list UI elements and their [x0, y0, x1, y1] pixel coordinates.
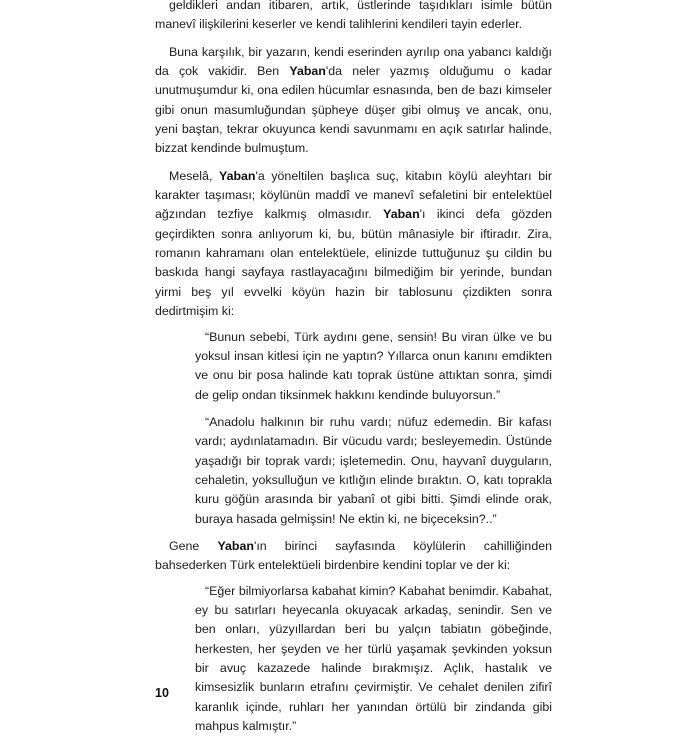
paragraph-text: 'da neler yazmış olduğumu o kadar unutmuşumdur ki, ona edilen hücumlar esnasında, ben de bazı kimseler gibi onun masumluğundan şüpheye düşer gibi olmuş ve ancak, onu, yeni baştan, tekrar okuyunca kendi savunmamı en açık satırlar halinde, bizzat kendinde bulmuştum. — [155, 64, 552, 156]
page-number: 10 — [155, 686, 169, 700]
paragraph-text: 'ın birinci sayfasında köylülerin cahilliğinden bahsederken Türk entelektüeli birdenbire kendini toplar ve der ki: — [155, 538, 552, 573]
paragraph — [155, 537, 552, 576]
paragraph-line: geldikleri andan itibaren, artık, üstlerinde taşıdıkları isimle bütün — [169, 0, 552, 12]
block-quote: “Eğer bilmiyorlarsa kabahat kimin? Kabahat benimdir. Kabahat, ey bu satırları heyecanla okuyacak arkadaş, senindir. Sen ve ben onları, yüzyıllardan beri bu yalçın tabiatın göbeğinde, herkesten, her şeyden ve her türlü yaşamak şevkinden yoksun bir avuç kazazede halinde bırakmışız. Açlık, hastalık ve kimsesizlik bunların etrafını çevirmiştir. Ve cehalet denilen zifirî karanlık içinde, ruhları her yanından örtülü bir zindanda gibi mahpus kalmıştır.” — [195, 583, 552, 734]
block-quote: “Bunun sebebi, Türk aydını gene, sensin! Bu viran ülke ve bu yoksul insan kitlesi için ne yaptın? Yıllarca onun kanını emdikten ve onu bir posa halinde katı toprak üstüne attıktan sonra, şimdi de gelip ondan tiksinmek hakkını kendinde buluyorsun.” — [195, 329, 552, 402]
paragraph-text: 'a yöneltilen başlıca suç, kitabın köylü aleyhtarı bir karakter taşıması; köylünün maddî ve manevî sefaletini bir entelektüel ağzından tezfiye kalkmış olmasıdır. — [155, 168, 552, 222]
paragraph — [155, 43, 552, 159]
block-quote: “Anadolu halkının bir ruhu vardı; nüfuz edemedin. Bir kafası vardı; aydınlatamadın. Bir vücudu vardı; besleyemedin. Üstünde yaşadığı bir toprak vardı; işletemedin. Onu, hayvanî duyguların, cehaletin, yoksulluğun ve kıtlığın elinde bıraktın. O, katı toprakla kuru göğün arasında bir yabanî ot gibi bitti. Şimdi elinde orak, buraya hasada gelmişsin! Ne ektin ki, ne biçeceksin?..” — [195, 414, 552, 526]
paragraph-text: Meselâ, — [169, 168, 219, 183]
paragraph-text: Gene — [169, 538, 218, 553]
body-text — [155, 0, 552, 736]
paragraph-text: Buna karşılık, bir yazarın, kendi eserinden ayrılıp ona yabancı kaldığı da çok vakidir. Ben — [155, 44, 552, 79]
book-title: Yaban — [383, 207, 420, 222]
paragraph-continued — [155, 0, 552, 35]
book-title: Yaban — [218, 168, 256, 183]
book-title: Yaban — [217, 538, 254, 553]
book-title: Yaban — [289, 64, 326, 79]
paragraph-text: 'ı ikinci defa gözden geçirdikten sonra anlıyorum ki, bu, bütün mânasiyle bir iftiradır. Zira, romanın kahramanı olan entelektüele, elinizde tuttuğunuz şu cildin bu baskıda hangi sayfaya rastlayacağını bilmediğim bir yerinde, bundan yirmi beş yıl evvelki köyün hazin bir tablosunu çizdikten sonra dedirtmişim ki: — [155, 207, 552, 319]
paragraph — [155, 167, 552, 322]
paragraph-line: manevî ilişkilerini keserler ve kendi talihlerini kendileri tayin ederler. — [155, 17, 523, 32]
